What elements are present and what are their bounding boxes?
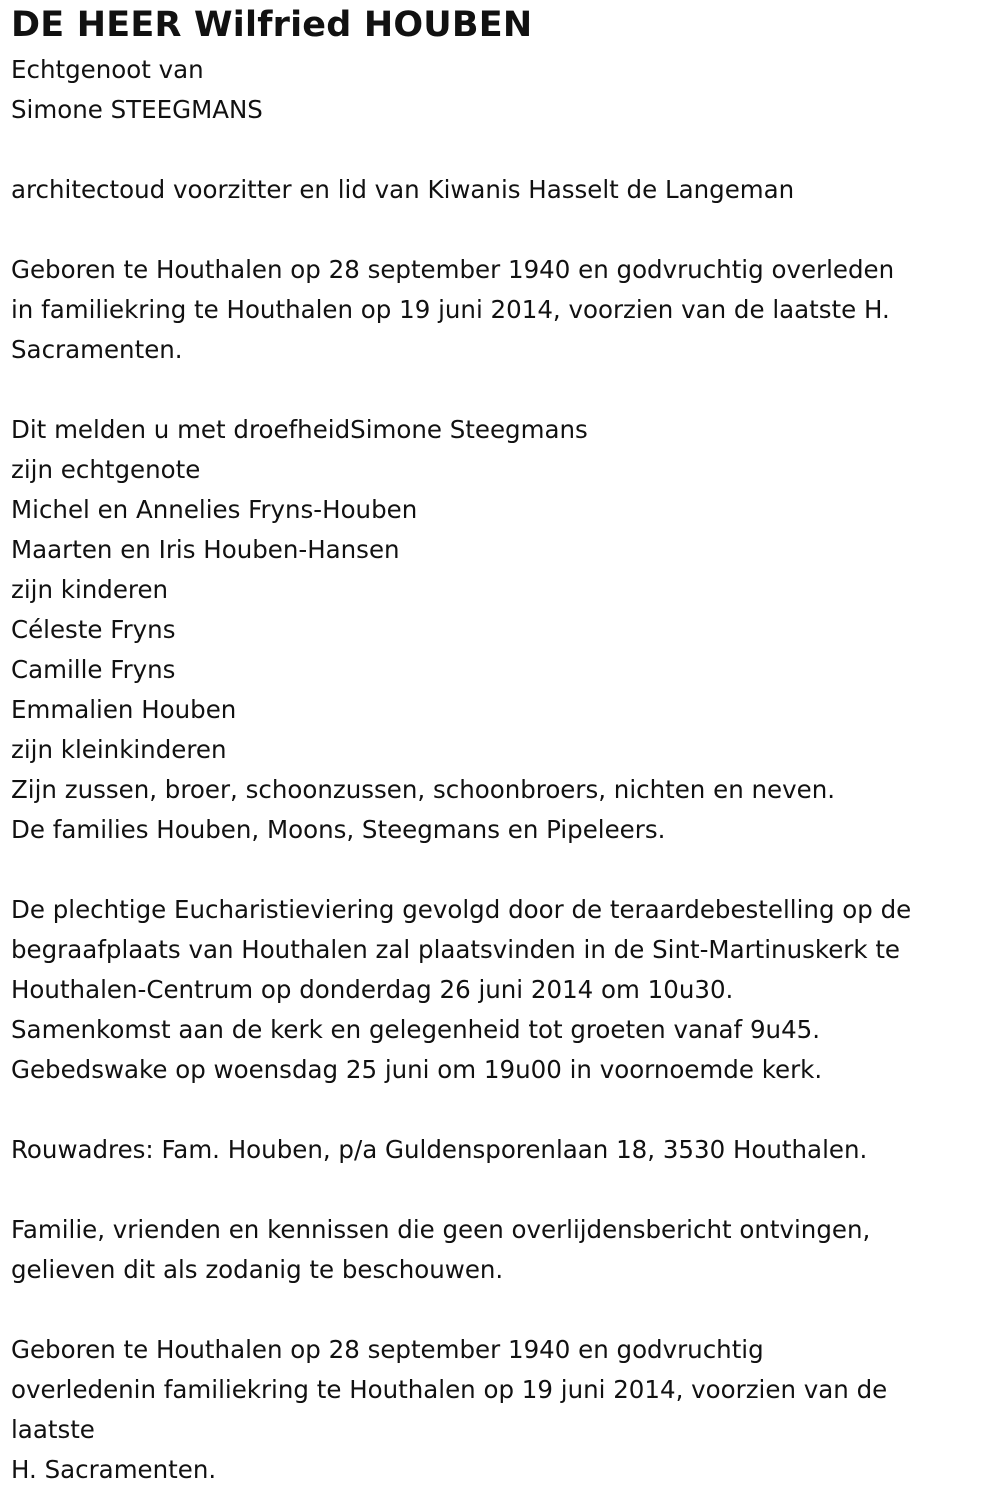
ceremony-line: Houthalen-Centrum op donderdag 26 juni 2014 om 10u30. (11, 975, 734, 1004)
paragraph-gap (11, 850, 996, 890)
ceremony-line: Gebedswake op woensdag 25 juni om 19u00 in voornoemde kerk. (11, 1055, 823, 1084)
announcer-line: zijn kinderen (11, 575, 169, 604)
announcer-line: Maarten en Iris Houben-Hansen (11, 535, 400, 564)
birth-death-line: Geboren te Houthalen op 28 september 1940 en godvruchtig overleden (11, 255, 895, 284)
paragraph-gap (11, 130, 996, 170)
ceremony-line: begraafplaats van Houthalen zal plaatsvinden in de Sint-Martinuskerk te (11, 935, 900, 964)
announcer-line: zijn kleinkinderen (11, 735, 227, 764)
paragraph-gap (11, 1290, 996, 1330)
spouse-label: Echtgenoot van (11, 55, 204, 84)
announcer-line: De families Houben, Moons, Steegmans en Pipeleers. (11, 815, 666, 844)
deceased-heading: DE HEER Wilfried HOUBEN (11, 5, 533, 45)
mourning-address: Rouwadres: Fam. Houben, p/a Guldensporenlaan 18, 3530 Houthalen. (11, 1135, 868, 1164)
announcer-line: Céleste Fryns (11, 615, 176, 644)
birth-death-repeat-line: H. Sacramenten. (11, 1455, 217, 1484)
obituary-document (11, 0, 996, 1490)
birth-death-repeat-section (11, 1330, 996, 1490)
announcer-line: Dit melden u met droefheidSimone Steegmans (11, 415, 588, 444)
announcer-line: Emmalien Houben (11, 695, 237, 724)
paragraph-gap (11, 370, 996, 410)
birth-death-section (11, 250, 996, 370)
ceremony-line: De plechtige Eucharistieviering gevolgd door de teraardebestelling op de (11, 895, 912, 924)
birth-death-repeat-line: laatste (11, 1415, 95, 1444)
announcers-section (11, 410, 996, 850)
notice-section (11, 1210, 996, 1290)
birth-death-repeat-line: overledenin familiekring te Houthalen op 19 juni 2014, voorzien van de (11, 1375, 888, 1404)
birth-death-repeat-line: Geboren te Houthalen op 28 september 1940 en godvruchtig (11, 1335, 764, 1364)
spouse-section (11, 50, 996, 130)
notice-line: gelieven dit als zodanig te beschouwen. (11, 1255, 504, 1284)
notice-line: Familie, vrienden en kennissen die geen overlijdensbericht ontvingen, (11, 1215, 871, 1244)
spouse-name: Simone STEEGMANS (11, 95, 263, 124)
announcer-line: Camille Fryns (11, 655, 176, 684)
announcer-line: Zijn zussen, broer, schoonzussen, schoonbroers, nichten en neven. (11, 775, 836, 804)
ceremony-line: Samenkomst aan de kerk en gelegenheid tot groeten vanaf 9u45. (11, 1015, 821, 1044)
announcer-line: zijn echtgenote (11, 455, 201, 484)
paragraph-gap (11, 1090, 996, 1130)
paragraph-gap (11, 1170, 996, 1210)
announcer-line: Michel en Annelies Fryns-Houben (11, 495, 418, 524)
ceremony-section (11, 890, 996, 1090)
birth-death-line: Sacramenten. (11, 335, 183, 364)
occupation-text: architectoud voorzitter en lid van Kiwanis Hasselt de Langeman (11, 175, 795, 204)
paragraph-gap (11, 210, 996, 250)
birth-death-line: in familiekring te Houthalen op 19 juni 2014, voorzien van de laatste H. (11, 295, 890, 324)
